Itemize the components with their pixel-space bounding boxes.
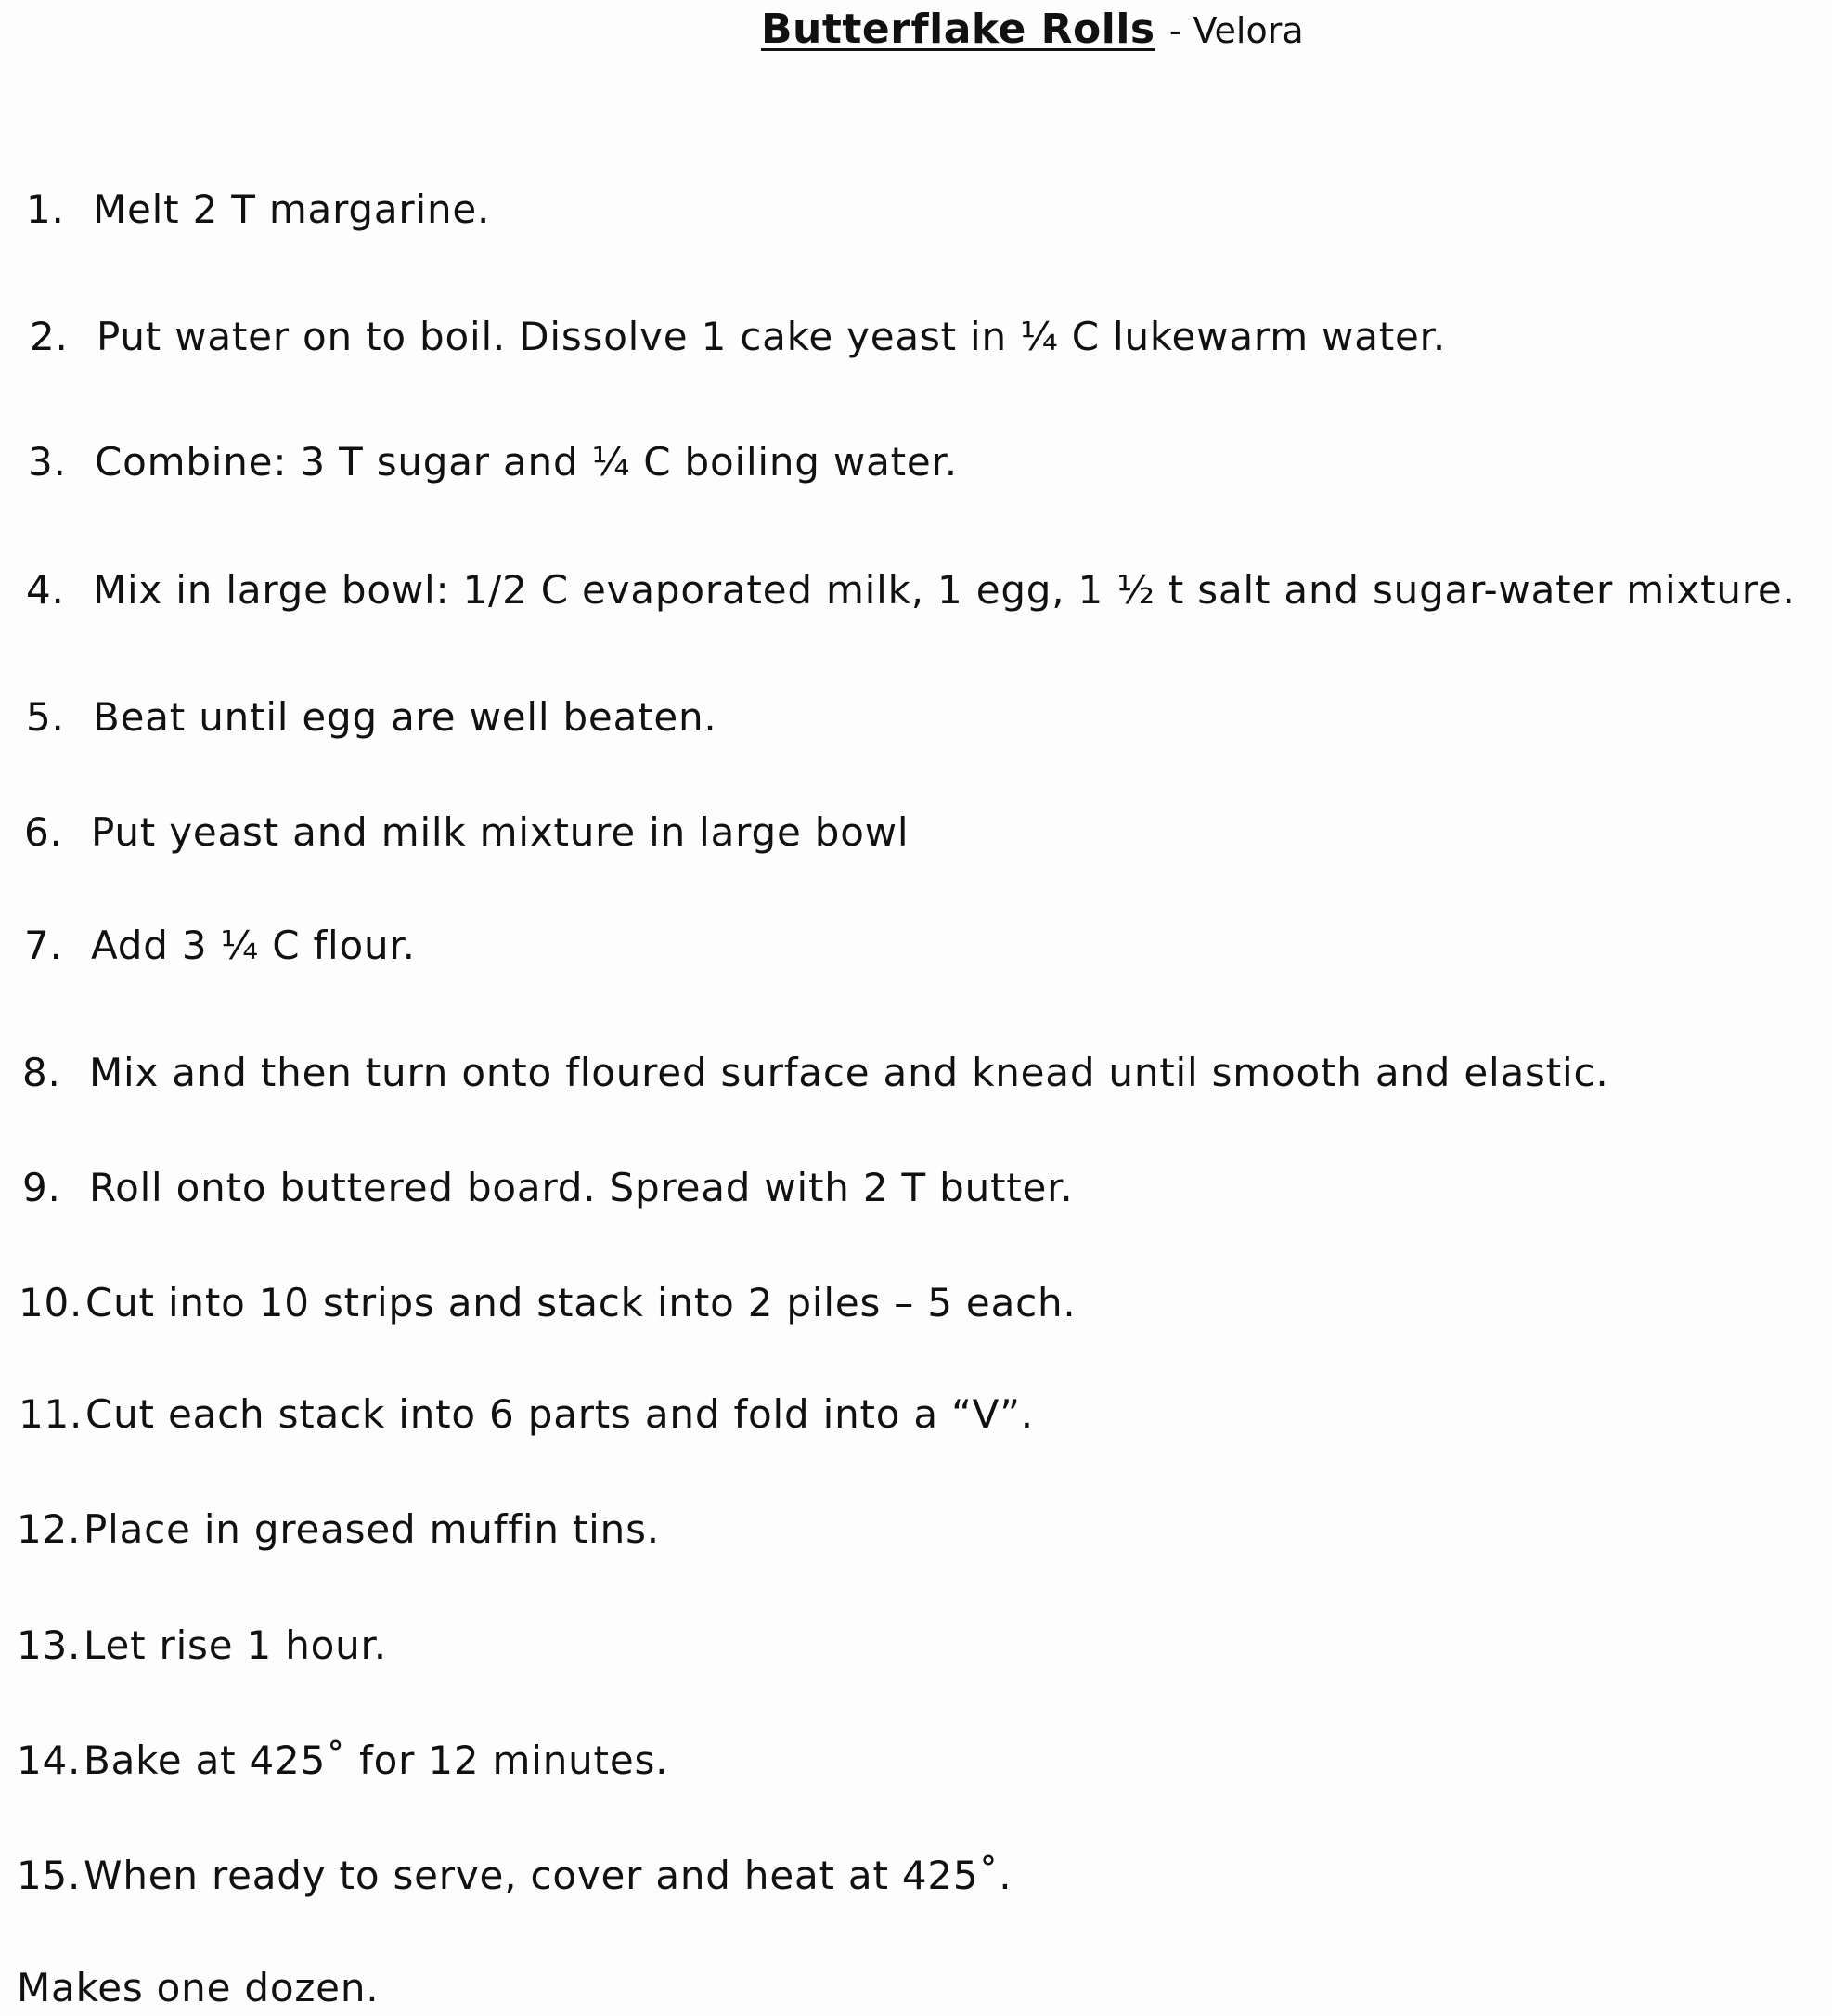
- step-number: 10.: [19, 1280, 84, 1325]
- step-text: Put water on to boil. Dissolve 1 cake yeast in ¼ C lukewarm water.: [97, 314, 1447, 359]
- step-text: Bake at 425˚ for 12 minutes.: [84, 1738, 669, 1783]
- step-number: 2.: [30, 314, 69, 359]
- step-text: Place in greased muffin tins.: [84, 1506, 660, 1552]
- step-3: [28, 439, 958, 485]
- step-text: Mix in large bowl: 1/2 C evaporated milk, 1 egg, 1 ½ t salt and sugar-water mixture.: [93, 567, 1796, 613]
- step-6: [24, 809, 910, 855]
- step-number: 6.: [24, 809, 63, 855]
- step-text: Beat until egg are well beaten.: [93, 694, 717, 740]
- step-text: Add 3 ¼ C flour.: [91, 923, 416, 968]
- step-14: [17, 1738, 669, 1783]
- recipe-title: Butterflake Rolls: [761, 6, 1155, 53]
- step-10: [19, 1280, 1077, 1325]
- step-text: Put yeast and milk mixture in large bowl: [91, 809, 910, 855]
- step-2: [30, 314, 1447, 359]
- step-number: 4.: [26, 567, 65, 613]
- recipe-yield: Makes one dozen.: [17, 1965, 380, 2010]
- step-8: [22, 1050, 1609, 1095]
- step-7: [24, 923, 416, 968]
- step-5: [26, 694, 717, 740]
- step-11: [19, 1391, 1034, 1437]
- step-number: 5.: [26, 694, 65, 740]
- step-text: When ready to serve, cover and heat at 425˚.: [84, 1853, 1013, 1898]
- step-number: 7.: [24, 923, 63, 968]
- step-number: 12.: [17, 1506, 82, 1552]
- recipe-author: - Velora: [1168, 10, 1304, 51]
- step-number: 14.: [17, 1738, 82, 1783]
- step-number: 11.: [19, 1391, 84, 1437]
- step-1: [26, 187, 491, 232]
- step-13: [17, 1622, 387, 1668]
- step-text: Roll onto buttered board. Spread with 2 T butter.: [89, 1165, 1074, 1210]
- step-number: 15.: [17, 1853, 82, 1898]
- step-number: 13.: [17, 1622, 82, 1668]
- step-text: Melt 2 T margarine.: [93, 187, 491, 232]
- step-text: Combine: 3 T sugar and ¼ C boiling water.: [95, 439, 958, 485]
- step-text: Cut each stack into 6 parts and fold into a “V”.: [85, 1391, 1034, 1437]
- step-number: 9.: [22, 1165, 61, 1210]
- step-number: 1.: [26, 187, 65, 232]
- step-text: Mix and then turn onto floured surface and knead until smooth and elastic.: [89, 1050, 1609, 1095]
- step-15: [17, 1853, 1013, 1898]
- step-text: Cut into 10 strips and stack into 2 piles – 5 each.: [85, 1280, 1077, 1325]
- step-4: [26, 567, 1796, 613]
- step-text: Let rise 1 hour.: [84, 1622, 387, 1668]
- step-12: [17, 1506, 660, 1552]
- step-9: [22, 1165, 1074, 1210]
- step-number: 3.: [28, 439, 67, 485]
- step-number: 8.: [22, 1050, 61, 1095]
